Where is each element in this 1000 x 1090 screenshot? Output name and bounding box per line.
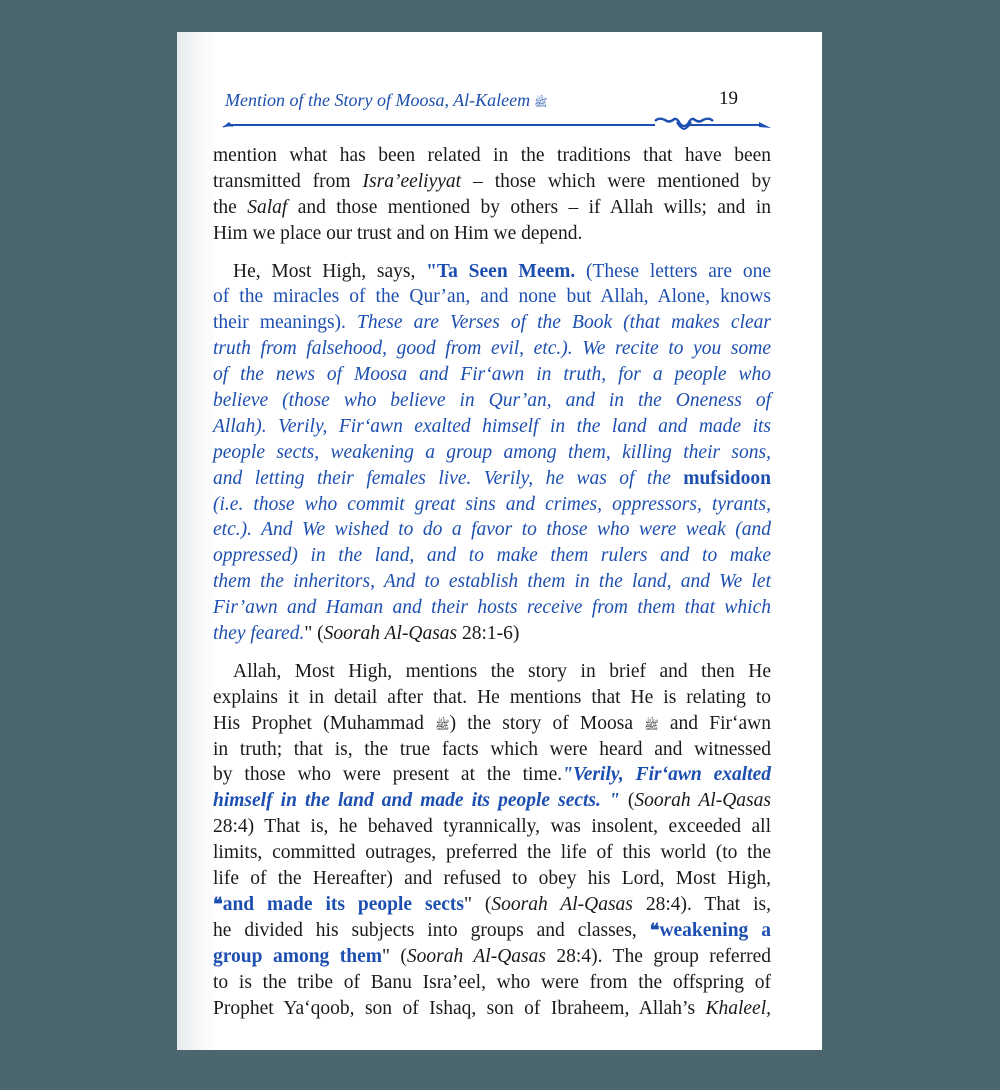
page-number: 19 <box>719 88 738 109</box>
text-line <box>213 388 771 414</box>
verse-bold-italic: "Verily, Fir‘awn exalted <box>562 764 771 786</box>
verse-bold-term: mufsidoon <box>683 467 771 489</box>
text-line <box>213 169 771 195</box>
verse-italic: These are Verses of the Book (that makes clear <box>357 312 771 334</box>
text-line <box>213 195 771 221</box>
text-span: explains it in detail after that. He mentions that He is relating to <box>213 686 771 708</box>
text-line <box>213 737 771 763</box>
verse-italic: etc.). And We wished to do a favor to those who were weak (and <box>213 519 771 541</box>
text-line <box>213 762 771 788</box>
italic-term: Khaleel, <box>705 997 771 1019</box>
citation-surah: Soorah Al-Qasas <box>406 945 546 967</box>
honorific-icon: ﷺ <box>534 97 548 109</box>
verse-italic: believe (those who believe in Qur’an, and in the Oneness of <box>213 390 771 412</box>
text-line <box>213 996 771 1022</box>
text-span: ) the story of Moosa <box>449 712 645 734</box>
text-line <box>213 336 771 362</box>
verse-bold: and made its people sects <box>222 893 464 915</box>
running-title <box>225 90 547 112</box>
text-line <box>213 517 771 543</box>
verse-bold-italic: himself in the land and made its people sects. " <box>213 790 620 812</box>
text-line <box>213 143 771 169</box>
text-line <box>213 685 771 711</box>
text-line <box>213 918 771 944</box>
citation-surah: Soorah Al-Qasas <box>491 893 633 915</box>
text-span: Prophet Ya‘qoob, son of Ishaq, son of Ibraheem, Allah’s <box>213 997 706 1019</box>
verse-italic: they feared. <box>213 623 305 645</box>
text-span: in truth; that is, the true facts which were heard and witnessed <box>213 738 771 760</box>
verse-italic: truth from falsehood, good from evil, etc.). We recite to you some <box>213 338 771 360</box>
text-span: – those which were mentioned by <box>461 170 772 192</box>
verse-bold: group among them <box>213 945 382 967</box>
quote-open-icon: ❝ <box>213 893 223 914</box>
text-span: 28:4). That is, <box>632 893 771 915</box>
verse-italic: Fir’awn and Haman and their hosts receive from them that which <box>213 597 771 619</box>
running-title-text: Mention of the Story of Moosa, Al-Kaleem <box>225 90 531 110</box>
verse-italic: (i.e. those who commit great sins and crimes, oppressors, tyrants, <box>213 493 771 515</box>
text-line <box>213 543 771 569</box>
text-span: mention what has been related in the traditions that have been <box>213 145 771 166</box>
text-line <box>213 595 771 621</box>
page-body <box>213 143 771 1021</box>
text-line <box>213 284 771 310</box>
text-line <box>213 711 771 737</box>
text-span: " ( <box>382 945 407 967</box>
text-line <box>213 814 771 840</box>
italic-term: Isra’eeliyyat <box>362 170 462 192</box>
text-line <box>213 259 771 285</box>
text-line <box>213 310 771 336</box>
verse-text: of the miracles of the Qur’an, and none but Allah, Alone, knows <box>213 286 771 308</box>
text-line <box>213 892 771 918</box>
verse-italic: of the news of Moosa and Fir‘awn in truth, for a people who <box>213 364 771 386</box>
text-line <box>213 970 771 996</box>
text-line <box>213 866 771 892</box>
text-span: " ( <box>464 893 492 915</box>
text-span: life of the Hereafter) and refused to obey his Lord, Most High, <box>213 868 771 890</box>
text-line <box>213 440 771 466</box>
citation-surah: Soorah Al-Qasas <box>634 790 771 812</box>
page-header <box>225 90 770 130</box>
verse-bold: weakening a <box>659 919 771 941</box>
text-line <box>213 944 771 970</box>
paragraph-3 <box>213 659 771 1021</box>
text-span: the <box>213 196 248 218</box>
text-span: 28:4) That is, he behaved tyrannically, was insolent, exceeded all <box>213 816 771 838</box>
verse-italic: oppressed) in the land, and to make them rulers and to make <box>213 545 771 567</box>
text-span: and those mentioned by others – if Allah wills; and in <box>287 196 771 218</box>
text-line <box>213 659 771 685</box>
text-line <box>213 492 771 518</box>
verse-italic: and letting their females live. Verily, he was of the <box>213 467 684 489</box>
text-span: His Prophet (Muhammad <box>213 712 436 734</box>
text-line <box>213 221 771 247</box>
text-line <box>213 621 771 647</box>
text-span: he divided his subjects into groups and classes, <box>213 919 650 941</box>
citation-surah: Soorah Al-Qasas <box>323 623 458 645</box>
text-span: to is the tribe of Banu Isra’eel, who were from the offspring of <box>213 971 771 993</box>
alayhis-salam-icon: ﷺ <box>644 717 659 732</box>
text-span: and Fir‘awn <box>658 712 771 734</box>
ornamental-rule-icon <box>219 116 779 130</box>
text-line <box>213 569 771 595</box>
text-span: 28:4). The group referred <box>545 945 771 967</box>
text-span: He, Most High, says, <box>233 260 427 282</box>
verse-italic: them the inheritors, And to establish them in the land, and We let <box>213 571 771 593</box>
text-line <box>213 466 771 492</box>
citation-verse: 28:1-6) <box>457 623 520 645</box>
text-span: transmitted from <box>213 170 363 192</box>
text-line <box>213 788 771 814</box>
paragraph-1 <box>213 143 771 247</box>
paragraph-2-quran-quote <box>213 259 771 647</box>
book-page <box>177 32 822 1050</box>
text-span: Him we place our trust and on Him we depend. <box>213 222 583 244</box>
text-line <box>213 840 771 866</box>
verse-italic: people sects, weakening a group among them, killing their sons, <box>213 441 771 463</box>
text-line <box>213 362 771 388</box>
text-span: limits, committed outrages, preferred the life of this world (to the <box>213 842 771 864</box>
text-span: " ( <box>304 623 324 645</box>
italic-term: Salaf <box>247 196 288 218</box>
verse-text: (These letters are one <box>575 260 771 282</box>
text-line <box>213 414 771 440</box>
text-span: by those who were present at the time. <box>213 764 563 786</box>
text-span: ( <box>619 790 635 812</box>
text-span: Allah, Most High, mentions the story in brief and then He <box>233 660 771 682</box>
salawat-icon: ﷺ <box>435 717 450 732</box>
verse-text: their meanings). <box>213 312 358 334</box>
verse-italic: Allah). Verily, Fir‘awn exalted himself in the land and made its <box>213 415 771 437</box>
verse-bold: "Ta Seen Meem. <box>426 260 576 282</box>
quote-open-icon: ❝ <box>649 919 660 940</box>
